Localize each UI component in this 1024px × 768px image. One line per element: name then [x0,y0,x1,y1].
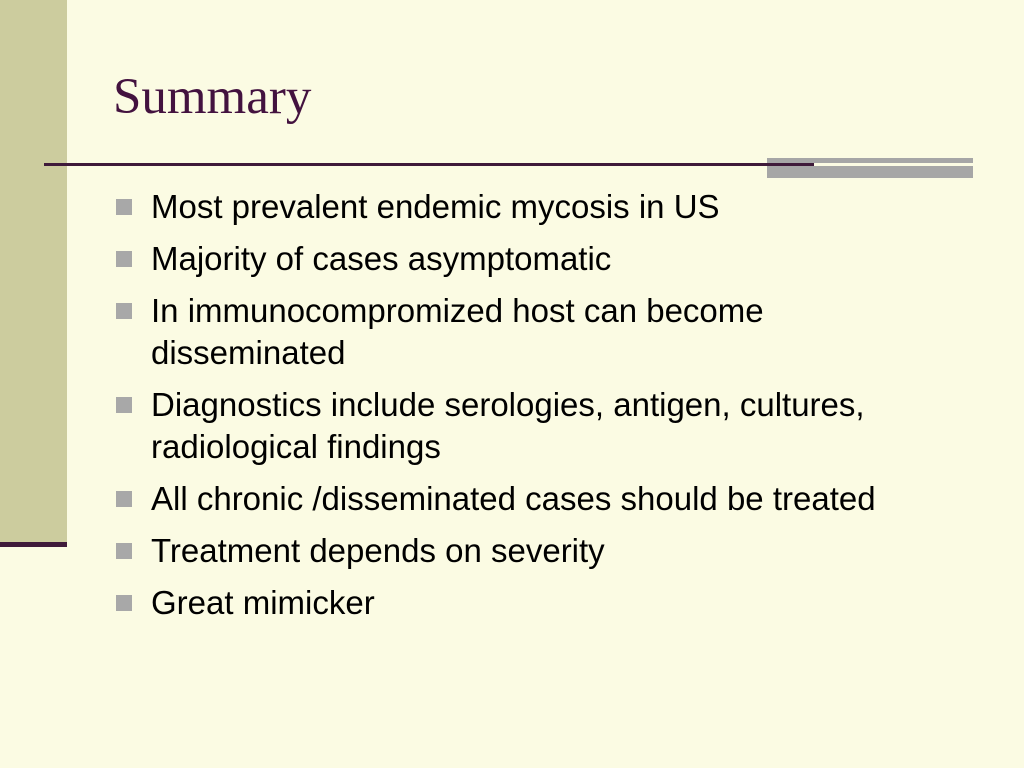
bullet-text: All chronic /disseminated cases should be treated [151,480,876,517]
bullet-text: Treatment depends on severity [151,532,605,569]
square-bullet-icon [116,199,132,215]
bullet-item [116,290,916,374]
decorative-gray-stripe-top [767,158,973,163]
bullet-text: Most prevalent endemic mycosis in US [151,188,720,225]
left-sidebar-bar [0,0,67,542]
left-accent-line [0,542,67,547]
bullet-text: Majority of cases asymptomatic [151,240,612,277]
bullet-text: Diagnostics include serologies, antigen, cultures, radiological findings [151,386,865,465]
bullet-item [116,582,916,624]
bullet-item [116,238,916,280]
bullet-item [116,530,916,572]
bullet-list [116,186,916,634]
square-bullet-icon [116,397,132,413]
bullet-item [116,186,916,228]
square-bullet-icon [116,543,132,559]
decorative-gray-stripe-bottom [767,166,973,178]
square-bullet-icon [116,251,132,267]
bullet-item [116,478,916,520]
bullet-text: In immunocompromized host can become disseminated [151,292,764,371]
square-bullet-icon [116,595,132,611]
bullet-item [116,384,916,468]
title-underline-rule [44,163,814,166]
square-bullet-icon [116,303,132,319]
square-bullet-icon [116,491,132,507]
slide-title: Summary [113,69,312,125]
bullet-text: Great mimicker [151,584,375,621]
